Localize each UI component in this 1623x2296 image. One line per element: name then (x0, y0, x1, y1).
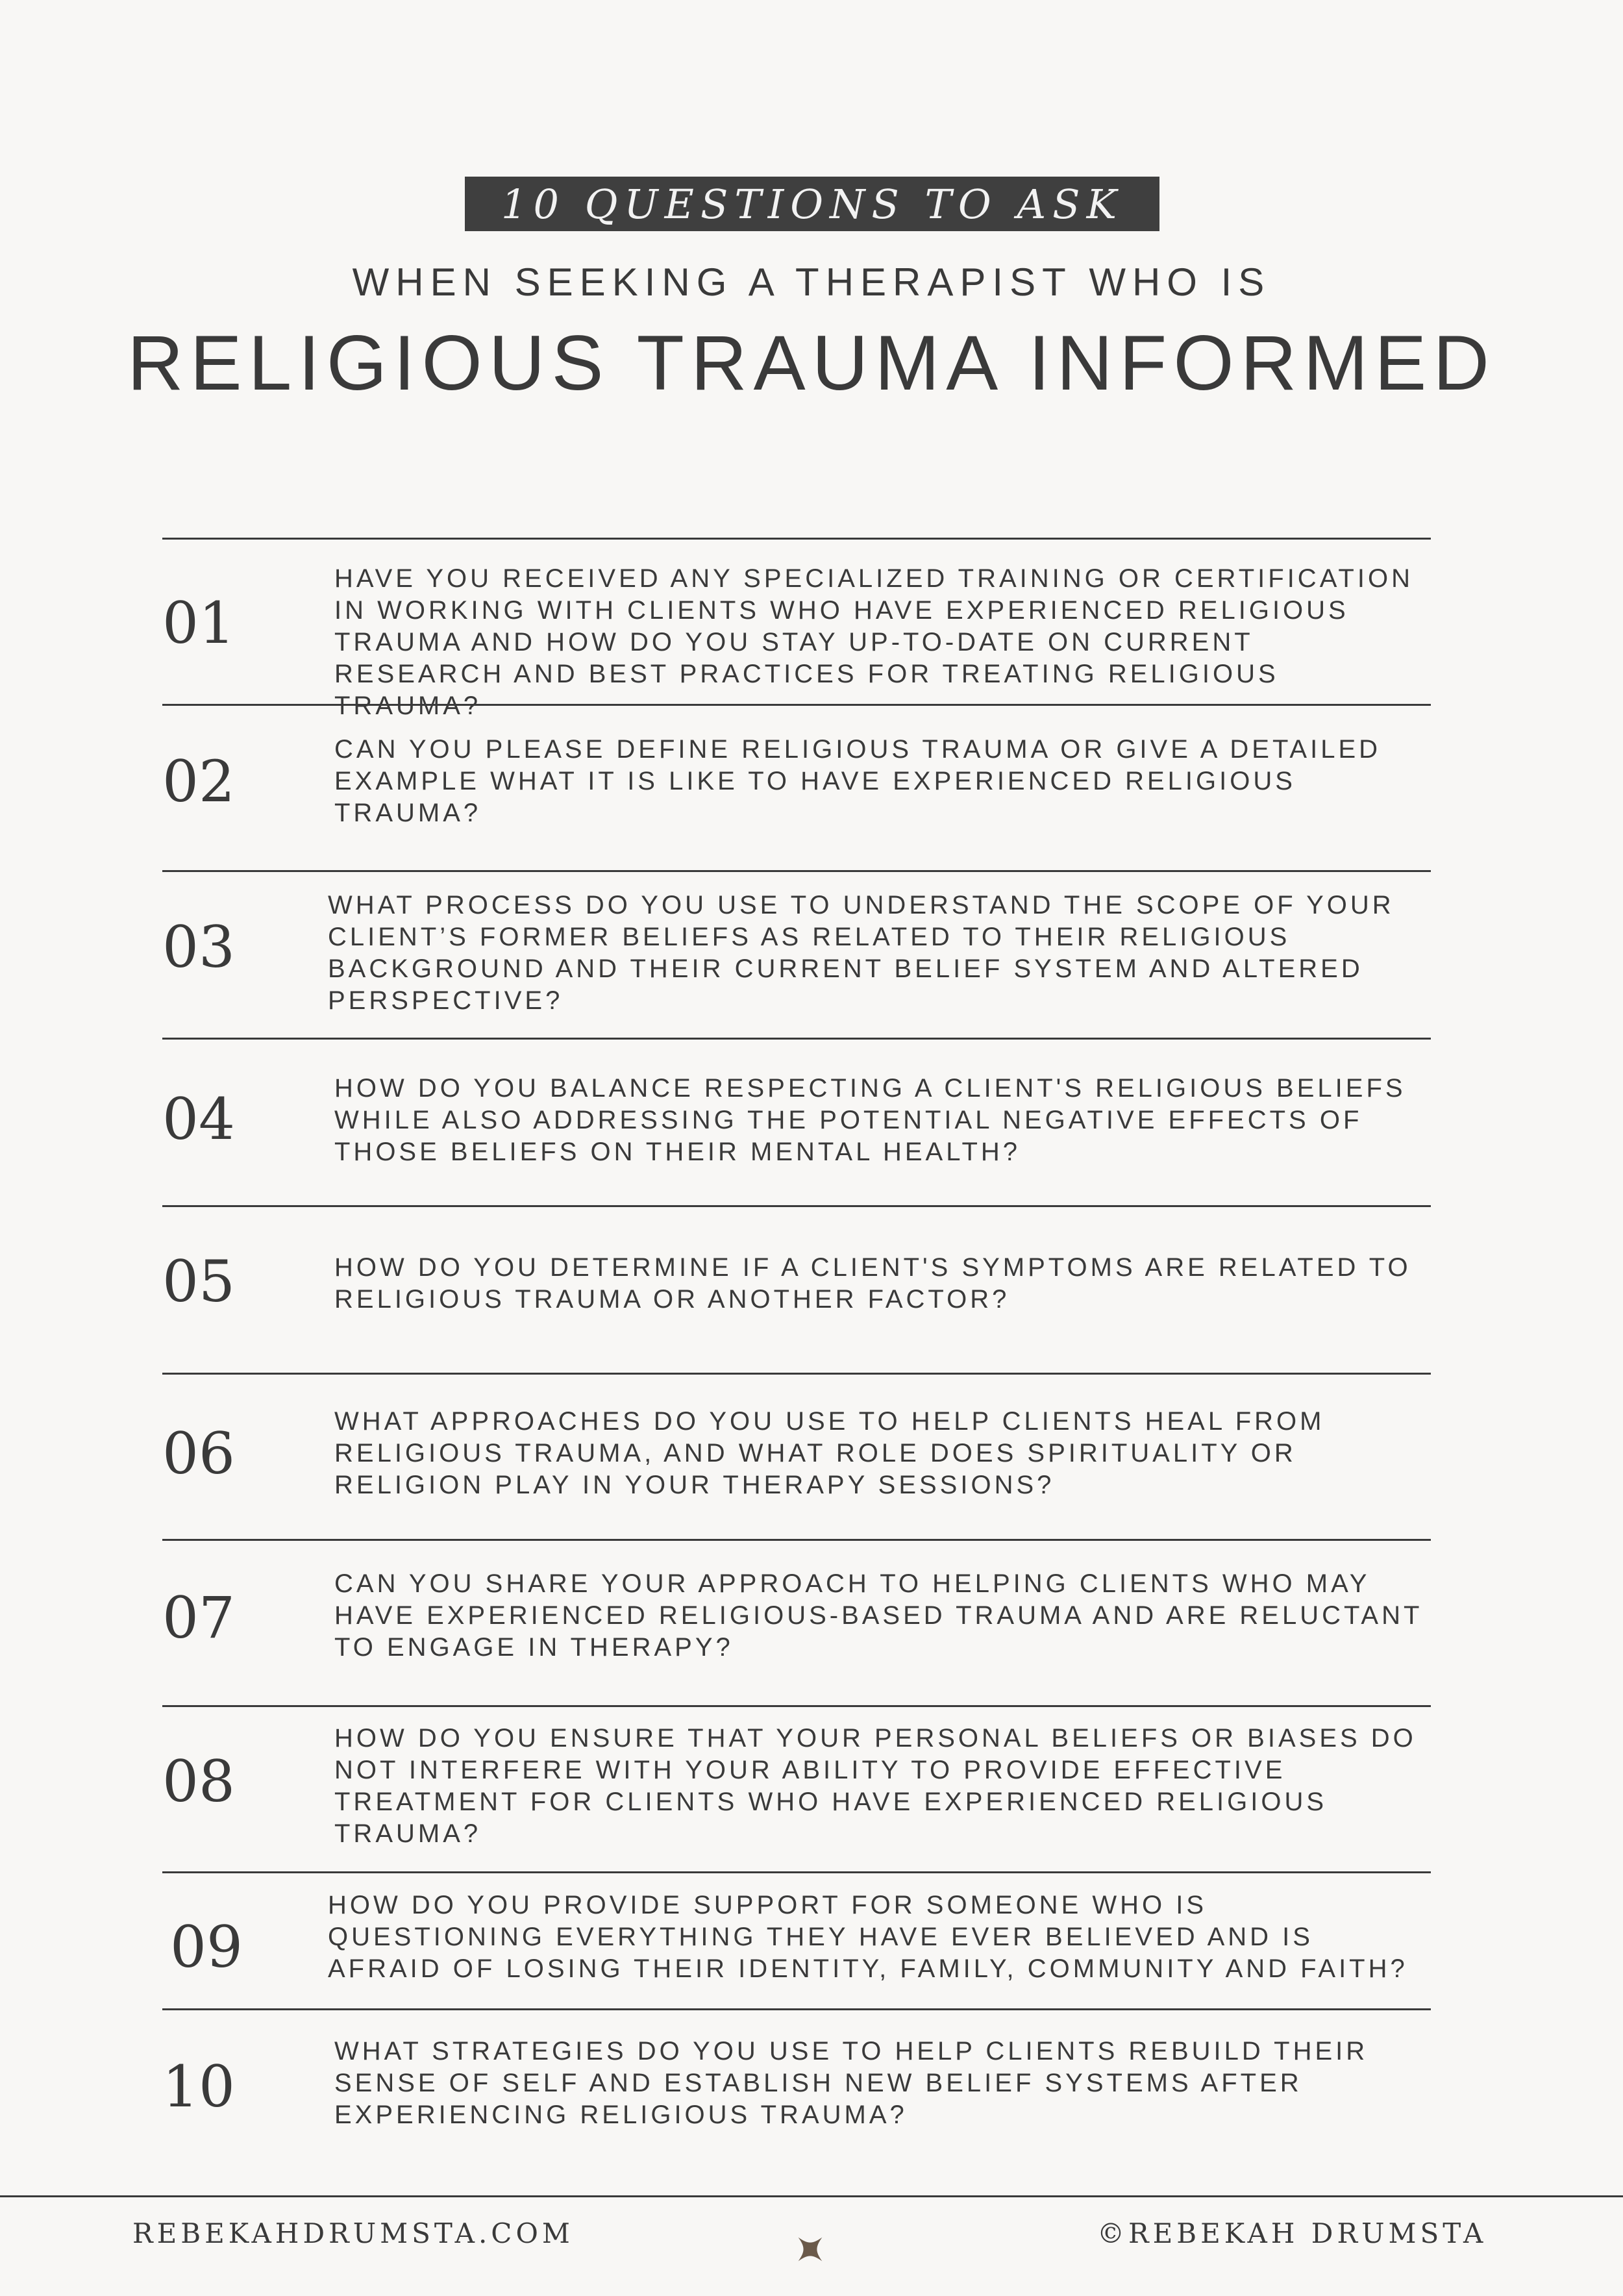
question-text: HOW DO YOU BALANCE RESPECTING A CLIENT'S RELIGIOUS BELIEFS WHILE ALSO ADDRESSING THE POTENTIAL NEGATIVE EFFECTS OF THOSE BELIEFS ON THEIR MENTAL HEALTH? (334, 1074, 1406, 1166)
question-number: 06 (162, 1420, 235, 1487)
header-banner (465, 177, 1159, 231)
question-number: 09 (170, 1914, 243, 1980)
footer-copyright: ©REBEKAH DRUMSTA (1097, 2217, 1487, 2249)
question-text: CAN YOU PLEASE DEFINE RELIGIOUS TRAUMA OR GIVE A DETAILED EXAMPLE WHAT IT IS LIKE TO HAVE EXPERIENCED RELIGIOUS TRAUMA? (334, 735, 1381, 827)
question-text: CAN YOU SHARE YOUR APPROACH TO HELPING CLIENTS WHO MAY HAVE EXPERIENCED RELIGIOUS-BASED TRAUMA AND ARE RELUCTANT TO ENGAGE IN THERAPY? (334, 1569, 1422, 1662)
question-text: HOW DO YOU DETERMINE IF A CLIENT'S SYMPTOMS ARE RELATED TO RELIGIOUS TRAUMA OR ANOTHER FACTOR? (334, 1253, 1411, 1314)
divider (162, 870, 1431, 872)
question-text: HAVE YOU RECEIVED ANY SPECIALIZED TRAINING OR CERTIFICATION IN WORKING WITH CLIENTS WHO HAVE EXPERIENCED RELIGIOUS TRAUMA AND HOW DO YOU STAY UP-TO-DATE ON CURRENT RESEARCH AND BEST PRACTICES FOR TREATING RELIGIOUS TRAUMA? (334, 564, 1413, 720)
page-title: RELIGIOUS TRAUMA INFORMED (127, 319, 1496, 406)
divider (162, 538, 1431, 540)
divider (162, 1539, 1431, 1541)
question-text: WHAT PROCESS DO YOU USE TO UNDERSTAND THE SCOPE OF YOUR CLIENT’S FORMER BELIEFS AS RELATED TO THEIR RELIGIOUS BACKGROUND AND THEIR CURRENT BELIEF SYSTEM AND ALTERED PERSPECTIVE? (328, 891, 1394, 1015)
question-text: HOW DO YOU PROVIDE SUPPORT FOR SOMEONE WHO IS QUESTIONING EVERYTHING THEY HAVE EVER BELIEVED AND IS AFRAID OF LOSING THEIR IDENTITY, FAMILY, COMMUNITY AND FAITH? (328, 1891, 1408, 1983)
question-text: HOW DO YOU ENSURE THAT YOUR PERSONAL BELIEFS OR BIASES DO NOT INTERFERE WITH YOUR ABILITY TO PROVIDE EFFECTIVE TREATMENT FOR CLIENTS WHO HAVE EXPERIENCED RELIGIOUS TRAUMA? (334, 1724, 1417, 1848)
question-number: 05 (162, 1248, 235, 1315)
divider (162, 2008, 1431, 2010)
divider (162, 1871, 1431, 1873)
page-subtitle: WHEN SEEKING A THERAPIST WHO IS (352, 260, 1271, 304)
banner-text: 10 QUESTIONS TO ASK (501, 180, 1123, 228)
question-number: 07 (162, 1584, 235, 1651)
divider (162, 1373, 1431, 1375)
divider (162, 1705, 1431, 1707)
footer-website: REBEKAHDRUMSTA.COM (132, 2217, 574, 2249)
question-text: WHAT APPROACHES DO YOU USE TO HELP CLIENTS HEAL FROM RELIGIOUS TRAUMA, AND WHAT ROLE DOES SPIRITUALITY OR RELIGION PLAY IN YOUR THERAPY SESSIONS? (334, 1407, 1325, 1499)
question-number: 08 (162, 1748, 235, 1815)
divider (162, 1038, 1431, 1040)
four-point-star-icon (792, 2231, 828, 2267)
footer-divider (0, 2195, 1623, 2197)
question-number: 10 (162, 2053, 235, 2120)
question-number: 01 (162, 590, 235, 656)
question-text: WHAT STRATEGIES DO YOU USE TO HELP CLIENTS REBUILD THEIR SENSE OF SELF AND ESTABLISH NEW BELIEF SYSTEMS AFTER EXPERIENCING RELIGIOUS TRAUMA? (334, 2037, 1369, 2129)
question-number: 02 (162, 748, 235, 815)
question-number: 04 (162, 1086, 235, 1153)
divider (162, 1205, 1431, 1207)
question-number: 03 (162, 914, 235, 980)
